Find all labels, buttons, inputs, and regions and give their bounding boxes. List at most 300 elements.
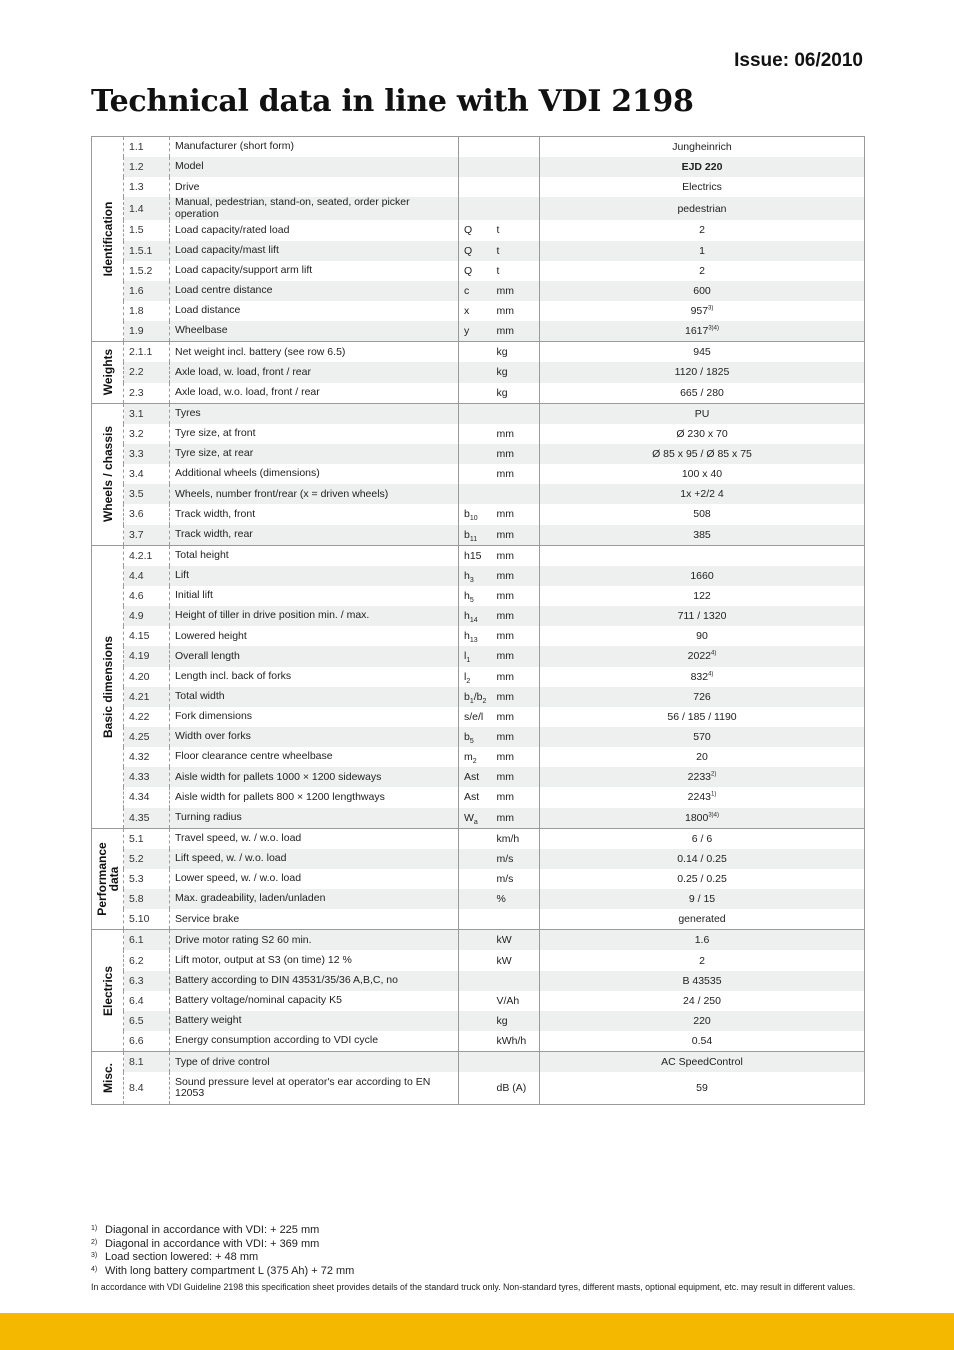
row-number: 5.1 (124, 828, 170, 849)
row-symbol (459, 849, 492, 869)
text: c (464, 284, 470, 297)
table-row (92, 727, 865, 747)
row-symbol (459, 261, 492, 281)
text: 1x +2/2 4 (680, 488, 724, 501)
row-symbol (459, 1052, 492, 1073)
text: B 43535 (682, 974, 722, 987)
text: b (464, 508, 470, 521)
row-value (540, 301, 865, 321)
row-description: Load capacity/support arm lift (170, 261, 459, 281)
row-description: Wheels, number front/rear (x = driven wheels) (170, 484, 459, 504)
group-label: Basic dimensions (100, 635, 115, 738)
row-value (540, 525, 865, 546)
row-symbol (459, 424, 492, 444)
row-symbol (459, 606, 492, 626)
row-number: 3.2 (124, 424, 170, 444)
text: 570 (693, 731, 711, 743)
row-description: Turning radius (170, 808, 459, 829)
row-description: Axle load, w.o. load, front / rear (170, 383, 459, 404)
row-symbol (459, 342, 492, 363)
table-row (92, 464, 865, 484)
row-description: Length incl. back of forks (170, 667, 459, 687)
table-row (92, 484, 865, 504)
row-unit: dB (A) (492, 1072, 540, 1105)
row-unit: m/s (492, 869, 540, 889)
text: 1660 (690, 569, 714, 582)
row-value (540, 646, 865, 666)
row-description: Travel speed, w. / w.o. load (170, 828, 459, 849)
row-description: Energy consumption according to VDI cycle (170, 1031, 459, 1052)
text: m (464, 751, 473, 764)
text: 1.6 (694, 934, 710, 947)
footnote-text: Diagonal in accordance with VDI: + 225 mm (105, 1224, 320, 1236)
table-row (92, 849, 865, 869)
row-value (540, 787, 865, 807)
subscript: 13 (469, 637, 478, 645)
text: PU (694, 407, 710, 420)
row-value (540, 342, 865, 363)
row-description: Axle load, w. load, front / rear (170, 362, 459, 382)
row-number: 4.32 (124, 747, 170, 767)
row-symbol (459, 971, 492, 991)
row-value (540, 321, 865, 342)
row-unit: mm (492, 707, 540, 727)
row-value (540, 1031, 865, 1052)
table-row (92, 767, 865, 787)
text: l (464, 650, 467, 663)
group-label: Electrics (100, 965, 115, 1016)
row-description: Max. gradeability, laden/unladen (170, 889, 459, 909)
text: h15 (464, 549, 482, 562)
text: b (464, 690, 470, 703)
table-row (92, 971, 865, 991)
row-value (540, 261, 865, 281)
row-unit: mm (492, 321, 540, 342)
row-symbol (459, 707, 492, 727)
text: pedestrian (677, 202, 727, 215)
footnote-list (91, 1224, 864, 1279)
text: 56 / 185 / 1190 (667, 710, 737, 723)
row-unit: mm (492, 424, 540, 444)
row-symbol (459, 383, 492, 404)
row-value (540, 727, 865, 747)
row-description: Manufacturer (short form) (170, 137, 459, 158)
table-row (92, 869, 865, 889)
footnote (91, 1251, 864, 1265)
row-value (540, 747, 865, 767)
row-description: Load capacity/rated load (170, 220, 459, 240)
table-row (92, 157, 865, 177)
group-label-cell (92, 828, 124, 930)
row-value (540, 707, 865, 727)
row-number: 4.15 (124, 626, 170, 646)
text: 9 / 15 (688, 893, 716, 906)
table-row (92, 281, 865, 301)
row-symbol (459, 828, 492, 849)
text: 0.54 (691, 1035, 713, 1048)
row-symbol (459, 484, 492, 504)
superscript: 4) (708, 671, 714, 678)
text: 0.25 / 0.25 (677, 872, 727, 885)
row-unit: mm (492, 767, 540, 787)
text: generated (678, 913, 726, 926)
row-number: 2.3 (124, 383, 170, 404)
row-symbol (459, 747, 492, 767)
row-symbol (459, 301, 492, 321)
row-number: 4.4 (124, 566, 170, 586)
row-number: 6.2 (124, 950, 170, 970)
row-number: 8.1 (124, 1052, 170, 1073)
text: 665 / 280 (680, 386, 724, 399)
table-row (92, 424, 865, 444)
row-unit: kg (492, 383, 540, 404)
row-unit: m/s (492, 849, 540, 869)
issue-date: Issue: 06/2010 (734, 50, 863, 71)
table-row (92, 626, 865, 646)
text: h (464, 590, 470, 603)
row-number: 2.1.1 (124, 342, 170, 363)
table-row (92, 1072, 865, 1105)
table-row (92, 220, 865, 240)
row-value (540, 909, 865, 930)
text: AC SpeedControl (661, 1056, 743, 1069)
row-unit: km/h (492, 828, 540, 849)
row-value (540, 137, 865, 158)
row-symbol (459, 1031, 492, 1052)
footnote-mark: 2) (91, 1238, 98, 1246)
text: y (464, 325, 470, 338)
row-value (540, 484, 865, 504)
row-description: Aisle width for pallets 1000 × 1200 sideways (170, 767, 459, 787)
row-number: 3.5 (124, 484, 170, 504)
row-symbol (459, 137, 492, 158)
row-number: 4.25 (124, 727, 170, 747)
row-symbol (459, 727, 492, 747)
row-description: Battery weight (170, 1011, 459, 1031)
group-label-cell (92, 930, 124, 1052)
table-row (92, 909, 865, 930)
row-description: Lift (170, 566, 459, 586)
row-unit: kWh/h (492, 1031, 540, 1052)
text: 6 / 6 (691, 832, 713, 845)
row-unit (492, 403, 540, 424)
row-symbol (459, 525, 492, 546)
row-unit: mm (492, 606, 540, 626)
row-description: Model (170, 157, 459, 177)
superscript: 2) (711, 771, 717, 778)
brand-color-band (0, 1313, 954, 1350)
row-unit: mm (492, 787, 540, 807)
table-row (92, 525, 865, 546)
row-value (540, 889, 865, 909)
row-number: 1.4 (124, 197, 170, 220)
group-label-cell (92, 1052, 124, 1105)
row-unit: t (492, 261, 540, 281)
row-unit: mm (492, 626, 540, 646)
table-row (92, 828, 865, 849)
subscript: 5 (469, 738, 474, 746)
table-row (92, 991, 865, 1011)
text: h (464, 630, 470, 643)
group-label: Misc. (100, 1063, 115, 1094)
text: 100 x 40 (681, 468, 723, 481)
row-symbol (459, 869, 492, 889)
text: 0.14 / 0.25 (677, 852, 727, 865)
row-number: 5.2 (124, 849, 170, 869)
row-description: Lowered height (170, 626, 459, 646)
text: b (464, 731, 470, 743)
text: 832 (690, 670, 709, 683)
row-description: Additional wheels (dimensions) (170, 464, 459, 484)
group-label-line: Performance (94, 842, 109, 916)
row-value (540, 1072, 865, 1105)
table-row (92, 403, 865, 424)
group-label-cell (92, 342, 124, 403)
row-number: 5.8 (124, 889, 170, 909)
group-label: Wheels / chassis (100, 426, 115, 523)
subscript: 10 (469, 515, 478, 523)
table-row (92, 362, 865, 382)
subscript: 1 (469, 697, 474, 705)
group-label-line: data (106, 866, 121, 892)
superscript: 4) (711, 650, 717, 657)
row-unit: kW (492, 930, 540, 951)
row-number: 1.5.2 (124, 261, 170, 281)
text: Q (464, 264, 473, 277)
text: W (464, 811, 474, 824)
footnote (91, 1265, 864, 1279)
row-value (540, 808, 865, 829)
row-value (540, 566, 865, 586)
row-number: 3.7 (124, 525, 170, 546)
row-symbol (459, 362, 492, 382)
row-description: Total height (170, 545, 459, 566)
row-symbol (459, 930, 492, 951)
row-value (540, 362, 865, 382)
text: 1617 (684, 325, 709, 338)
row-number: 4.2.1 (124, 545, 170, 566)
row-unit: kW (492, 950, 540, 970)
text: 2022 (687, 650, 711, 663)
text: Electrics (682, 181, 722, 194)
text: 2243 (687, 791, 711, 804)
row-unit (492, 484, 540, 504)
row-number: 4.9 (124, 606, 170, 626)
text: 2 (699, 954, 705, 967)
footnote (91, 1238, 864, 1252)
row-number: 4.35 (124, 808, 170, 829)
text: 1800 (684, 811, 709, 824)
row-unit: mm (492, 646, 540, 666)
row-unit (492, 909, 540, 930)
table-row (92, 1052, 865, 1073)
row-description: Service brake (170, 909, 459, 930)
text: 945 (693, 346, 711, 359)
row-value (540, 1052, 865, 1073)
table-row (92, 504, 865, 524)
row-description: Width over forks (170, 727, 459, 747)
page-title: Technical data in line with VDI 2198 (91, 84, 694, 119)
text: 20 (696, 751, 708, 764)
row-unit: t (492, 241, 540, 261)
subscript: 14 (469, 617, 478, 625)
row-value (540, 950, 865, 970)
row-symbol (459, 220, 492, 240)
row-unit: V/Ah (492, 991, 540, 1011)
row-description: Manual, pedestrian, stand-on, seated, order picker operation (170, 197, 459, 220)
row-symbol (459, 667, 492, 687)
footnote-text: Diagonal in accordance with VDI: + 369 mm (105, 1237, 320, 1250)
row-description: Aisle width for pallets 800 × 1200 lengthways (170, 787, 459, 807)
table-row (92, 707, 865, 727)
row-value (540, 157, 865, 177)
footnote-mark: 4) (91, 1266, 98, 1274)
table-row (92, 687, 865, 707)
row-description: Type of drive control (170, 1052, 459, 1073)
footnote (91, 1224, 864, 1238)
row-number: 4.34 (124, 787, 170, 807)
row-value (540, 383, 865, 404)
row-symbol (459, 991, 492, 1011)
row-value (540, 464, 865, 484)
row-value (540, 991, 865, 1011)
row-symbol (459, 545, 492, 566)
text: x (464, 305, 470, 318)
row-symbol (459, 808, 492, 829)
group-label-cell (92, 403, 124, 545)
row-number: 1.3 (124, 177, 170, 197)
row-number: 6.3 (124, 971, 170, 991)
row-unit: mm (492, 281, 540, 301)
text: 2233 (687, 771, 711, 784)
text: s/e/l (464, 710, 484, 723)
row-number: 1.1 (124, 137, 170, 158)
row-value (540, 687, 865, 707)
row-symbol (459, 321, 492, 342)
table-row (92, 197, 865, 220)
row-unit: mm (492, 301, 540, 321)
row-symbol (459, 1011, 492, 1031)
row-value (540, 444, 865, 464)
table-row (92, 342, 865, 363)
row-symbol (459, 281, 492, 301)
superscript: 3) (708, 305, 714, 312)
footnote-mark: 3) (91, 1252, 98, 1260)
text: Ø 230 x 70 (676, 427, 728, 440)
row-number: 2.2 (124, 362, 170, 382)
row-unit: mm (492, 444, 540, 464)
group-label: Identification (100, 201, 115, 277)
group-label (96, 842, 120, 915)
row-symbol (459, 950, 492, 970)
row-symbol (459, 504, 492, 524)
table-row (92, 383, 865, 404)
table-row (92, 1031, 865, 1052)
superscript: 3)4) (708, 812, 720, 819)
row-number: 4.33 (124, 767, 170, 787)
row-symbol (459, 157, 492, 177)
row-symbol (459, 566, 492, 586)
footnotes (91, 1224, 864, 1292)
row-symbol (459, 586, 492, 606)
table-row (92, 930, 865, 951)
row-unit (492, 971, 540, 991)
row-unit: kg (492, 342, 540, 363)
row-unit: mm (492, 586, 540, 606)
group-label-cell (92, 545, 124, 828)
footnote-text: With long battery compartment L (375 Ah) + 72 mm (105, 1265, 355, 1278)
row-number: 1.8 (124, 301, 170, 321)
row-number: 6.5 (124, 1011, 170, 1031)
row-symbol (459, 787, 492, 807)
row-symbol (459, 464, 492, 484)
table-row (92, 586, 865, 606)
text: Q (464, 224, 473, 237)
subscript: 2 (472, 758, 477, 766)
row-symbol (459, 889, 492, 909)
row-number: 5.3 (124, 869, 170, 889)
row-symbol (459, 626, 492, 646)
row-unit (492, 157, 540, 177)
table-row (92, 787, 865, 807)
text: 711 / 1320 (677, 610, 727, 623)
table-row (92, 950, 865, 970)
row-value (540, 667, 865, 687)
text: h (464, 610, 470, 623)
row-number: 4.21 (124, 687, 170, 707)
row-unit: mm (492, 687, 540, 707)
text: h (464, 569, 470, 582)
table-row (92, 444, 865, 464)
subscript: 11 (469, 535, 478, 543)
text: 600 (693, 284, 711, 297)
superscript: 1) (711, 791, 717, 798)
row-symbol (459, 687, 492, 707)
text: 2 (699, 224, 705, 237)
row-number: 5.10 (124, 909, 170, 930)
row-value (540, 177, 865, 197)
row-description: Load capacity/mast lift (170, 241, 459, 261)
group-label-cell (92, 137, 124, 342)
group-label: Weights (100, 349, 115, 396)
row-description: Drive motor rating S2 60 min. (170, 930, 459, 951)
text: 2 (699, 264, 705, 277)
row-description: Track width, rear (170, 525, 459, 546)
row-symbol (459, 177, 492, 197)
row-symbol (459, 1072, 492, 1105)
row-number: 8.4 (124, 1072, 170, 1105)
row-number: 3.4 (124, 464, 170, 484)
row-unit (492, 1052, 540, 1073)
row-description: Load distance (170, 301, 459, 321)
table-row (92, 808, 865, 829)
footnote-mark: 1) (91, 1225, 98, 1232)
subscript: 1 (466, 657, 471, 665)
row-number: 3.1 (124, 403, 170, 424)
row-number: 1.6 (124, 281, 170, 301)
row-value (540, 403, 865, 424)
table-row (92, 137, 865, 158)
text: 59 (696, 1082, 708, 1095)
text: 122 (693, 590, 711, 603)
row-number: 6.4 (124, 991, 170, 1011)
row-value (540, 220, 865, 240)
table-row (92, 545, 865, 566)
table-row (92, 261, 865, 281)
row-number: 3.6 (124, 504, 170, 524)
row-description: Fork dimensions (170, 707, 459, 727)
row-unit: mm (492, 808, 540, 829)
